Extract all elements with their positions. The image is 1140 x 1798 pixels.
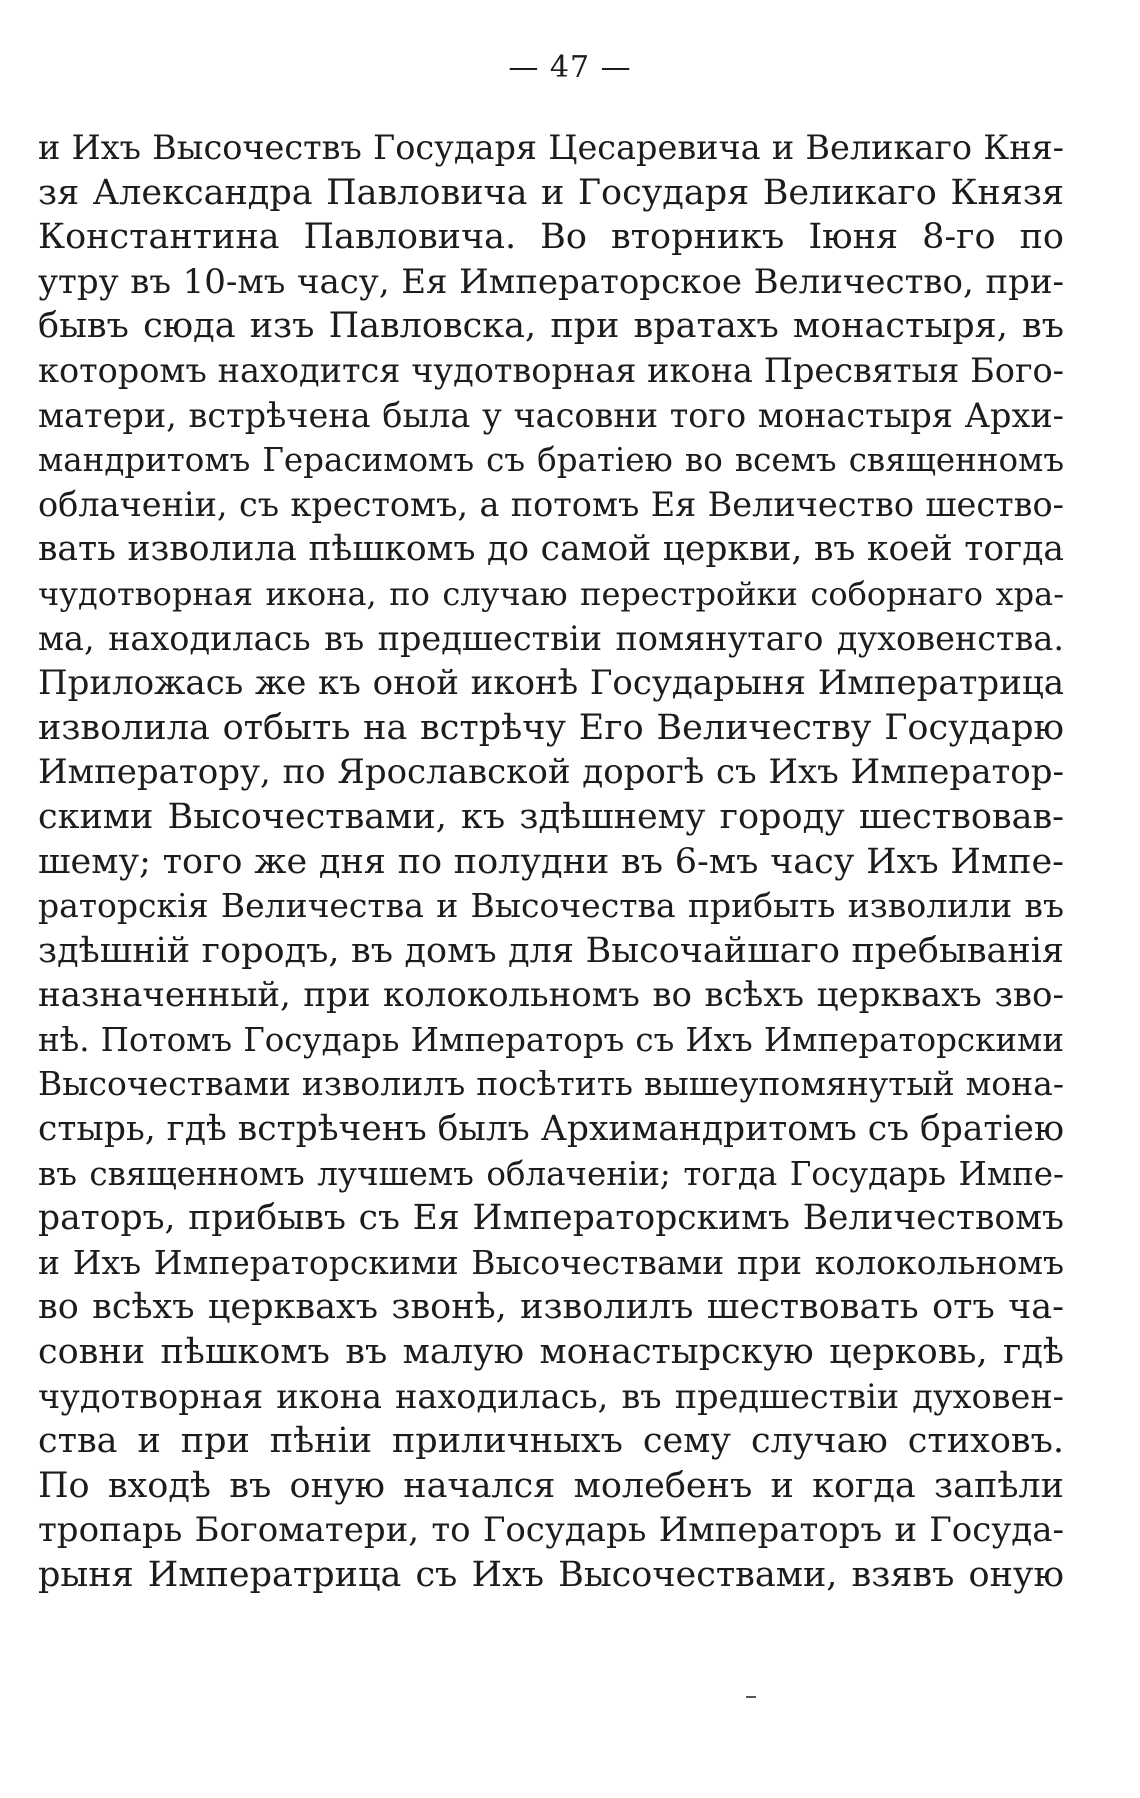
text-line: чудотворная икона находилась, въ предшествіи духовен- [38, 1376, 1064, 1416]
text-line: шему; того же дня по полудни въ 6-мъ часу Ихъ Импе- [38, 841, 1064, 882]
text-line: назначенный, при колокольномъ во всѣхъ церквахъ зво- [38, 975, 1064, 1016]
text-line: раторскія Величества и Высочества прибыть изволили въ [38, 886, 1064, 926]
text-line: мандритомъ Герасимомъ съ братіею во всемъ священномъ [38, 441, 1064, 480]
text-line: вать изволила пѣшкомъ до самой церкви, въ коей тогда [38, 529, 1064, 570]
text-line: чудотворная икона, по случаю перестройки соборнаго хра- [38, 574, 1064, 613]
text-line: Императору, по Ярославской дорогѣ съ Ихъ Император- [38, 752, 1064, 793]
text-line: Константина Павловича. Во вторникъ Іюня 8-го по [38, 217, 1064, 258]
text-line: скими Высочествами, къ здѣшнему городу шествовав- [38, 796, 1064, 837]
text-line: облаченіи, съ крестомъ, а потомъ Ея Величество шество- [38, 484, 1064, 524]
text-line: По входѣ въ оную начался молебенъ и когда запѣли [38, 1465, 1064, 1506]
text-line: утру въ 10-мъ часу, Ея Императорское Величество, при- [38, 261, 1064, 302]
text-line: въ священномъ лучшемъ облаченіи; тогда Государь Импе- [38, 1154, 1064, 1193]
text-line: и Ихъ Императорскими Высочествами при колокольномъ [38, 1242, 1064, 1282]
text-line: бывъ сюда изъ Павловска, при вратахъ монастыря, въ [38, 306, 1064, 347]
text-line: нѣ. Потомъ Государь Императоръ съ Ихъ Императорскими [38, 1020, 1064, 1059]
text-line: ства и при пѣніи приличныхъ сему случаю стиховъ. [38, 1421, 1064, 1462]
text-line: рыня Императрица съ Ихъ Высочествами, взявъ оную [38, 1555, 1064, 1595]
text-line: тропарь Богоматери, то Государь Императоръ и Госуда- [38, 1510, 1064, 1551]
page-number: — 47 — [508, 50, 632, 85]
text-line: и Ихъ Высочествъ Государя Цесаревича и Великаго Кня- [38, 128, 1064, 167]
text-line: совни пѣшкомъ въ малую монастырскую церковь, гдѣ [38, 1332, 1064, 1373]
text-line: во всѣхъ церквахъ звонѣ, изволилъ шествовать отъ ча- [38, 1287, 1064, 1328]
text-line: стырь, гдѣ встрѣченъ былъ Архимандритомъ съ братіею [38, 1109, 1064, 1150]
text-line: которомъ находится чудотворная икона Пресвятыя Бого- [38, 350, 1064, 390]
print-mark [746, 1696, 756, 1698]
text-line: изволила отбыть на встрѣчу Его Величеству Государю [38, 707, 1064, 748]
text-line: Приложась же къ оной иконѣ Государыня Императрица [38, 663, 1064, 704]
text-line: раторъ, прибывъ съ Ея Императорскимъ Величествомъ [38, 1198, 1064, 1239]
body-text [38, 126, 1064, 1598]
text-line: зя Александра Павловича и Государя Великаго Князя [38, 172, 1064, 213]
text-line: Высочествами изволилъ посѣтить вышеупомянутый мона- [38, 1064, 1064, 1104]
text-line: матери, встрѣчена была у часовни того монастыря Архи- [38, 395, 1064, 435]
text-line: ма, находилась въ предшествіи помянутаго духовенства. [38, 618, 1064, 658]
text-line: здѣшній городъ, въ домъ для Высочайшаго пребыванія [38, 930, 1064, 971]
